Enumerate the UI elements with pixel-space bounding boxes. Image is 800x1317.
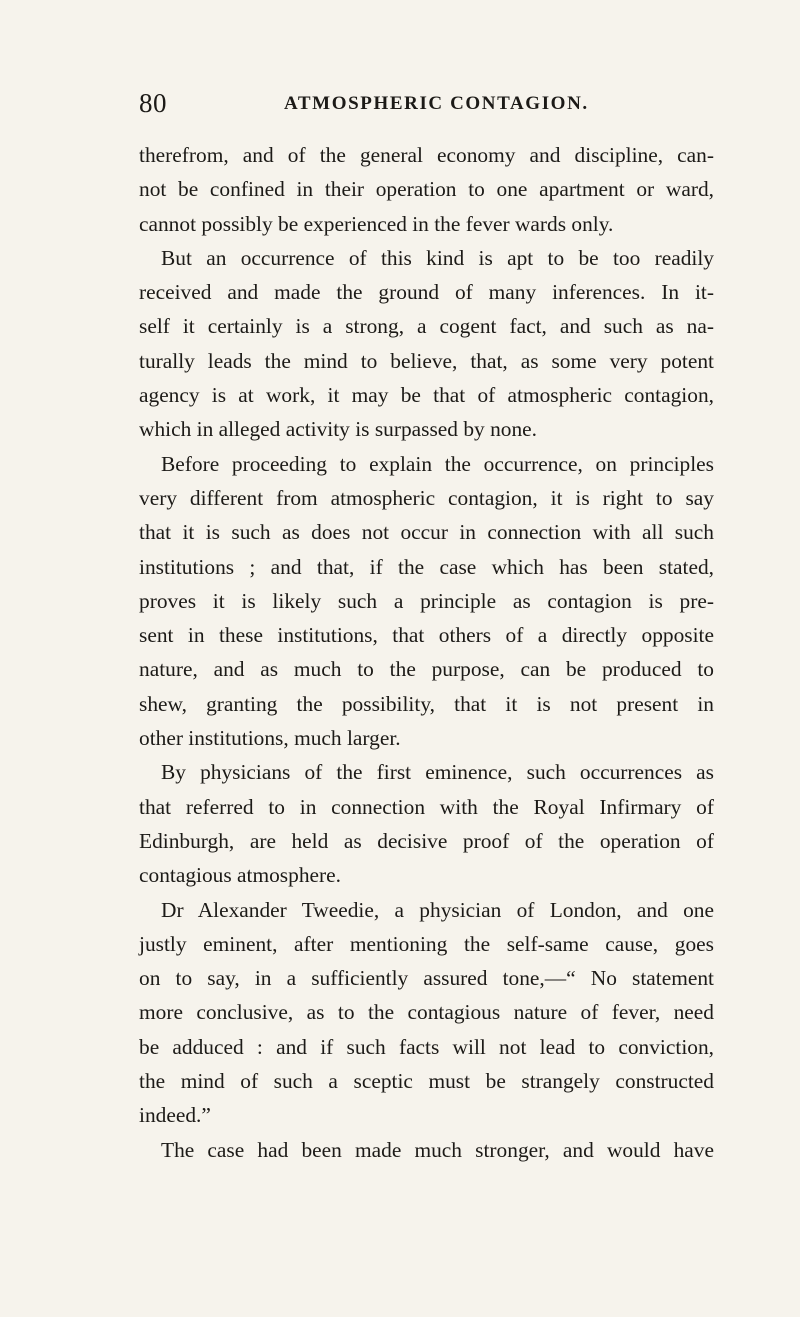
text-line: received and made the ground of many inferences. In it- [139,280,714,305]
running-head [139,88,759,118]
text-line: By physicians of the first eminence, such occurrences as [161,760,714,785]
text-line: be adduced : and if such facts will not lead to conviction, [139,1034,714,1059]
text-line: indeed.” [139,1103,211,1128]
text-line: not be confined in their operation to one apartment or ward, [139,177,714,202]
text-line: Dr Alexander Tweedie, a physician of London, and one [161,897,714,922]
text-line: self it certainly is a strong, a cogent fact, and such as na- [139,314,714,339]
text-line: on to say, in a sufficiently assured tone,—“ No statement [139,966,714,991]
text-line: The case had been made much stronger, and would have [161,1137,714,1162]
text-line: institutions ; and that, if the case which has been stated, [139,554,714,579]
text-line: very different from atmospheric contagion, it is right to say [139,485,714,510]
text-line: proves it is likely such a principle as contagion is pre- [139,588,714,613]
text-line: other institutions, much larger. [139,726,401,751]
text-line: therefrom, and of the general economy and discipline, can- [139,143,714,167]
text-line: which in alleged activity is surpassed by none. [139,417,538,442]
text-line: turally leads the mind to believe, that, as some very potent [139,348,714,373]
text-line: Edinburgh, are held as decisive proof of the operation of [139,828,714,853]
text-line: shew, granting the possibility, that it is not present in [139,691,714,716]
text-line: cannot possibly be experienced in the fever wards only. [139,211,614,236]
text-line: more conclusive, as to the contagious nature of fever, need [139,1000,714,1025]
text-line: that it is such as does not occur in connection with all such [139,520,714,545]
text-line: justly eminent, after mentioning the self-same cause, goes [139,931,714,956]
text-line: Before proceeding to explain the occurrence, on principles [161,451,714,476]
text-line: the mind of such a sceptic must be strangely constructed [139,1069,714,1094]
text-line: nature, and as much to the purpose, can be produced to [139,657,714,682]
running-title: ATMOSPHERIC CONTAGION. [284,93,589,114]
text-line: agency is at work, it may be that of atmospheric contagion, [139,383,714,408]
text-line: But an occurrence of this kind is apt to be too readily [161,245,714,270]
text-line: that referred to in connection with the Royal Infirmary of [139,794,714,819]
page-number: 80 [139,88,167,118]
body-text [139,138,714,1167]
text-line: sent in these institutions, that others of a directly opposite [139,623,714,648]
text-line: contagious atmosphere. [139,863,341,888]
